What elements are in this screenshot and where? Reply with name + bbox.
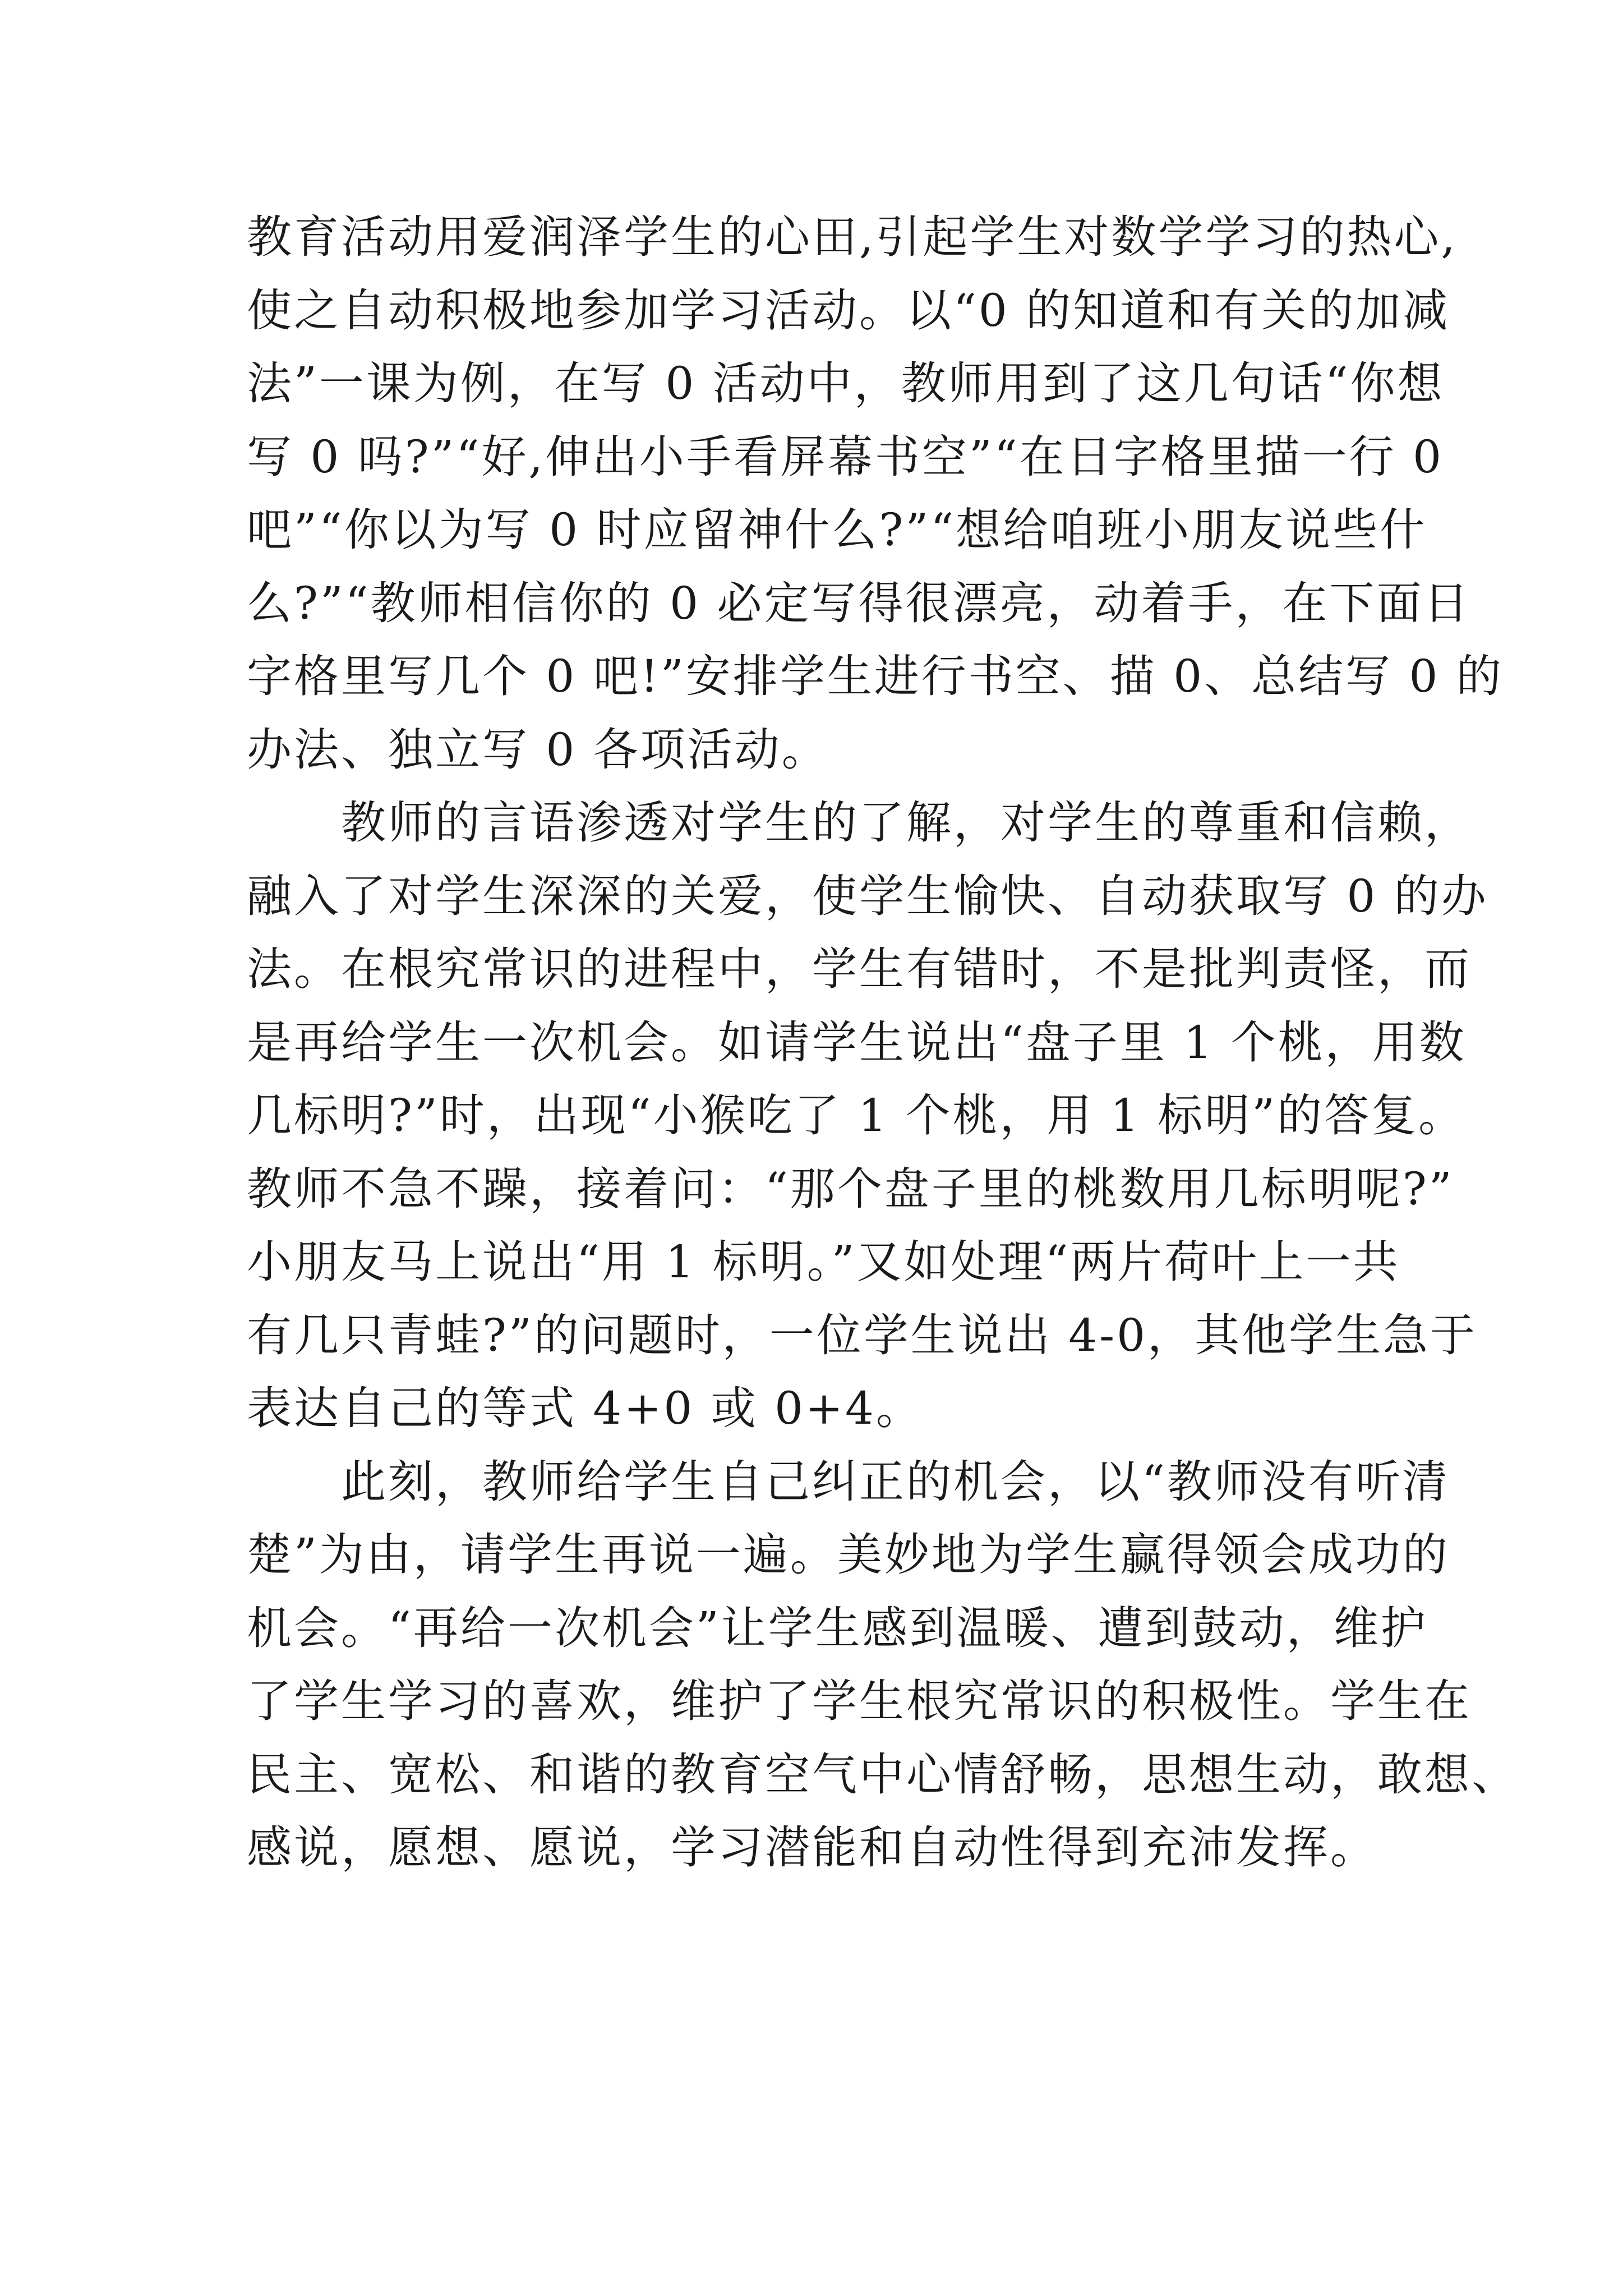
text-line: 几标明?”时，出现“小猴吃了 1 个桃，用 1 标明”的答复。 [247, 1089, 1466, 1142]
text-line: 办法、独立写 0 各项活动。 [247, 723, 829, 776]
text-line: 感说，愿想、愿说，学习潜能和自动性得到充沛发挥。 [247, 1821, 1377, 1874]
text-line: 表达自己的等式 4+0 或 0+4。 [247, 1382, 923, 1434]
text-line: 教育活动用爱润泽学生的心田,引起学生对数学学习的热心, [247, 211, 1458, 263]
text-line: 融入了对学生深深的关爱，使学生愉快、自动获取写 0 的办 [247, 869, 1488, 922]
text-line: 法”一课为例，在写 0 活动中，教师用到了这几句话“你想 [247, 357, 1445, 409]
text-line: 此刻，教师给学生自己纠正的机会，以“教师没有听清 [247, 1455, 1450, 1508]
text-line: 教师不急不躁，接着问：“那个盘子里的桃数用几标明呢?” [247, 1162, 1454, 1215]
text-line: 是再给学生一次机会。如请学生说出“盘子里 1 个桃，用数 [247, 1016, 1467, 1069]
text-line: 了学生学习的喜欢，维护了学生根究常识的积极性。学生在 [247, 1675, 1472, 1727]
text-line: 法。在根究常识的进程中，学生有错时，不是批判责怪，而 [247, 943, 1472, 995]
text-line: 有几只青蛙?”的问题时，一位学生说出 4-0，其他学生急于 [247, 1309, 1478, 1361]
text-line: 使之自动积极地参加学习活动。以“0 的知道和有关的加减 [247, 284, 1450, 337]
text-line: 小朋友马上说出“用 1 标明。”又如处理“两片荷叶上一共 [247, 1236, 1400, 1288]
text-line: 么?”“教师相信你的 0 必定写得很漂亮，动着手，在下面日 [247, 577, 1471, 629]
text-line: 教师的言语渗透对学生的了解，对学生的尊重和信赖， [247, 797, 1472, 849]
text-line: 写 0 吗?”“好,伸出小手看屏幕书空”“在日字格里描一行 0 [247, 430, 1444, 483]
text-line: 吧”“你以为写 0 时应留神什么?”“想给咱班小朋友说些什 [247, 504, 1427, 556]
text-line: 民主、宽松、和谐的教育空气中心情舒畅，思想生动，敢想、 [247, 1748, 1519, 1801]
text-line: 楚”为由，请学生再说一遍。美妙地为学生赢得领会成功的 [247, 1529, 1450, 1581]
body-text [247, 201, 1519, 1885]
text-line: 字格里写几个 0 吧!”安排学生进行书空、描 0、总结写 0 的 [247, 650, 1504, 702]
text-line: 机会。“再给一次机会”让学生感到温暖、遭到鼓动，维护 [247, 1602, 1428, 1654]
